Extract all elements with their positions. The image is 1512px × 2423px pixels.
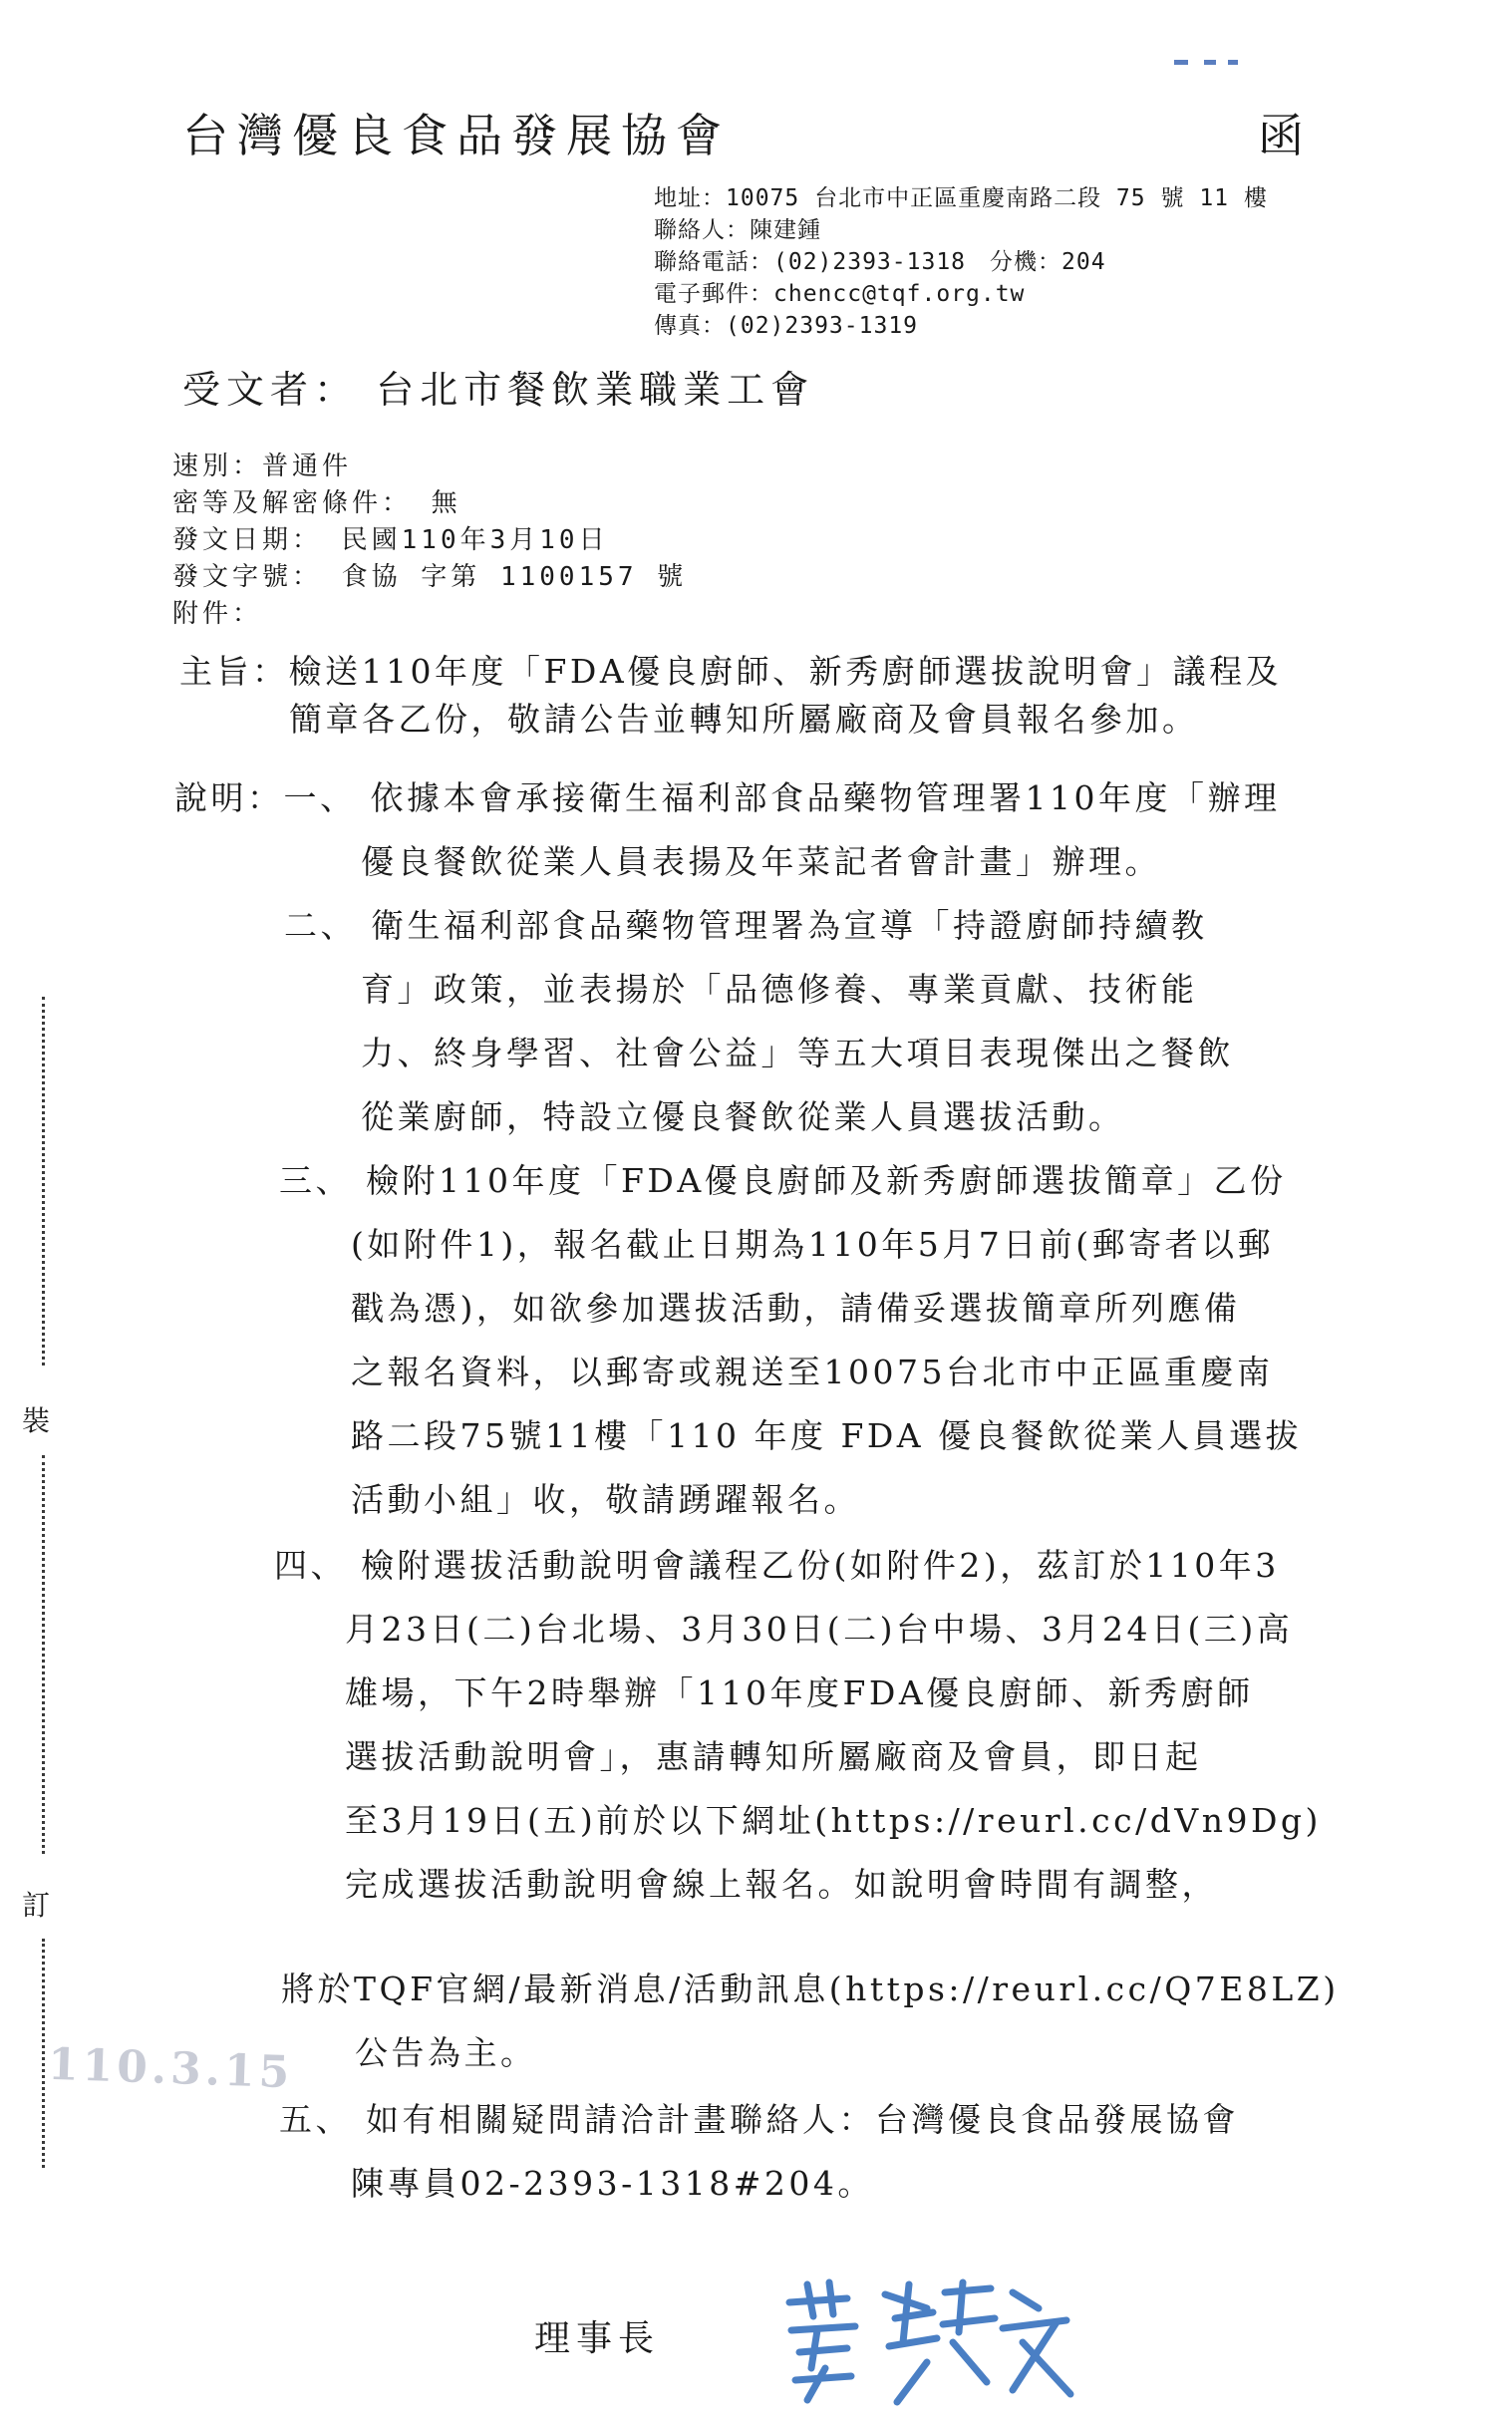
chairman-signature bbox=[777, 2272, 1076, 2412]
contact-phone: 聯絡電話：(02)2393-1318 分機：204 bbox=[654, 249, 1106, 275]
binding-dotted-line-top bbox=[42, 997, 45, 1365]
explanation-line-21: 五、 如有相關疑問請洽計畫聯絡人：台灣優良食品發展協會 bbox=[279, 2100, 1239, 2139]
document-type: 函 bbox=[1258, 109, 1304, 162]
contact-email: 電子郵件：chencc@tqf.org.tw bbox=[654, 281, 1026, 307]
recipient: 受文者： 台北市餐飲業職業工會 bbox=[182, 368, 815, 412]
meta-attachment: 附件： bbox=[172, 599, 263, 629]
explanation-line-8: (如附件1)，報名截止日期為110年5月7日前(郵寄者以郵 bbox=[351, 1225, 1275, 1264]
explanation-line-2: 優良餐飲從業人員表揚及年菜記者會計畫」辦理。 bbox=[361, 842, 1161, 881]
explanation-line-18: 完成選拔活動說明會線上報名。如說明會時間有調整， bbox=[345, 1865, 1218, 1904]
contact-person: 聯絡人：陳建鍾 bbox=[654, 217, 821, 243]
subject-line-1: 主旨：檢送110年度「FDA優良廚師、新秀廚師選拔說明會」議程及 bbox=[179, 652, 1283, 691]
binding-dotted-line-middle bbox=[42, 1455, 45, 1854]
explanation-line-14: 月23日(二)台北場、3月30日(二)台中場、3月24日(三)高 bbox=[345, 1610, 1294, 1649]
meta-issue-date: 發文日期： 民國110年3月10日 bbox=[172, 525, 609, 555]
signature-text: 黃耀文 bbox=[927, 2411, 934, 2412]
binding-marker-ding: 訂 bbox=[22, 1889, 51, 1922]
meta-speed: 速別：普通件 bbox=[172, 452, 353, 481]
explanation-line-16: 選拔活動說明會」，惠請轉知所屬廠商及會員，即日起 bbox=[345, 1737, 1202, 1776]
meta-classification: 密等及解密條件： 無 bbox=[172, 488, 461, 518]
explanation-line-15: 雄場，下午2時舉辦「110年度FDA優良廚師、新秀廚師 bbox=[345, 1673, 1254, 1712]
contact-fax: 傳真：(02)2393-1319 bbox=[654, 313, 919, 339]
explanation-line-13: 四、 檢附選拔活動說明會議程乙份(如附件2)，茲訂於110年3 bbox=[274, 1546, 1280, 1585]
explanation-line-3: 二、 衛生福利部食品藥物管理署為宣導「持證廚師持續教 bbox=[284, 906, 1208, 945]
explanation-line-11: 路二段75號11樓「110 年度 FDA 優良餐飲從業人員選拔 bbox=[351, 1416, 1303, 1455]
explanation-line-12: 活動小組」收，敬請踴躍報名。 bbox=[351, 1480, 860, 1519]
meta-doc-number: 發文字號： 食協 字第 1100157 號 bbox=[172, 562, 688, 592]
explanation-line-5: 力、終身學習、社會公益」等五大項目表現傑出之餐飲 bbox=[361, 1034, 1234, 1072]
organization-name: 台灣優良食品發展協會 bbox=[182, 109, 731, 162]
explanation-line-7: 三、 檢附110年度「FDA優良廚師及新秀廚師選拔簡章」乙份 bbox=[279, 1161, 1287, 1200]
binding-dotted-line-bottom bbox=[42, 1939, 45, 2168]
received-date-stamp: 110.3.15 bbox=[47, 2038, 295, 2099]
explanation-line-19-news-url: 將於TQF官網/最新消息/活動訊息(https://reurl.cc/Q7E8LZ) bbox=[281, 1969, 1340, 2008]
explanation-line-6: 從業廚師，特設立優良餐飲從業人員選拔活動。 bbox=[361, 1097, 1125, 1136]
chairman-label: 理事長 bbox=[534, 2318, 661, 2359]
explanation-line-22: 陳專員02-2393-1318#204。 bbox=[351, 2164, 874, 2203]
explanation-line-4: 育」政策，並表揚於「品德修養、專業貢獻、技術能 bbox=[361, 970, 1198, 1009]
contact-address: 地址：10075 台北市中正區重慶南路二段 75 號 11 樓 bbox=[654, 185, 1268, 211]
subject-line-2: 簡章各乙份，敬請公告並轉知所屬廠商及會員報名參加。 bbox=[289, 700, 1199, 739]
top-scan-mark bbox=[1174, 58, 1240, 66]
binding-marker-zhuang: 裝 bbox=[22, 1404, 51, 1437]
explanation-line-20: 公告為主。 bbox=[355, 2033, 537, 2072]
explanation-line-17-registration-url: 至3月19日(五)前於以下網址(https://reurl.cc/dVn9Dg) bbox=[345, 1801, 1322, 1840]
explanation-line-1: 說明：一、 依據本會承接衛生福利部食品藥物管理署110年度「辦理 bbox=[174, 778, 1281, 817]
explanation-line-9: 戳為憑)，如欲參加選拔活動，請備妥選拔簡章所列應備 bbox=[351, 1289, 1241, 1328]
explanation-line-10: 之報名資料，以郵寄或親送至10075台北市中正區重慶南 bbox=[351, 1353, 1274, 1391]
